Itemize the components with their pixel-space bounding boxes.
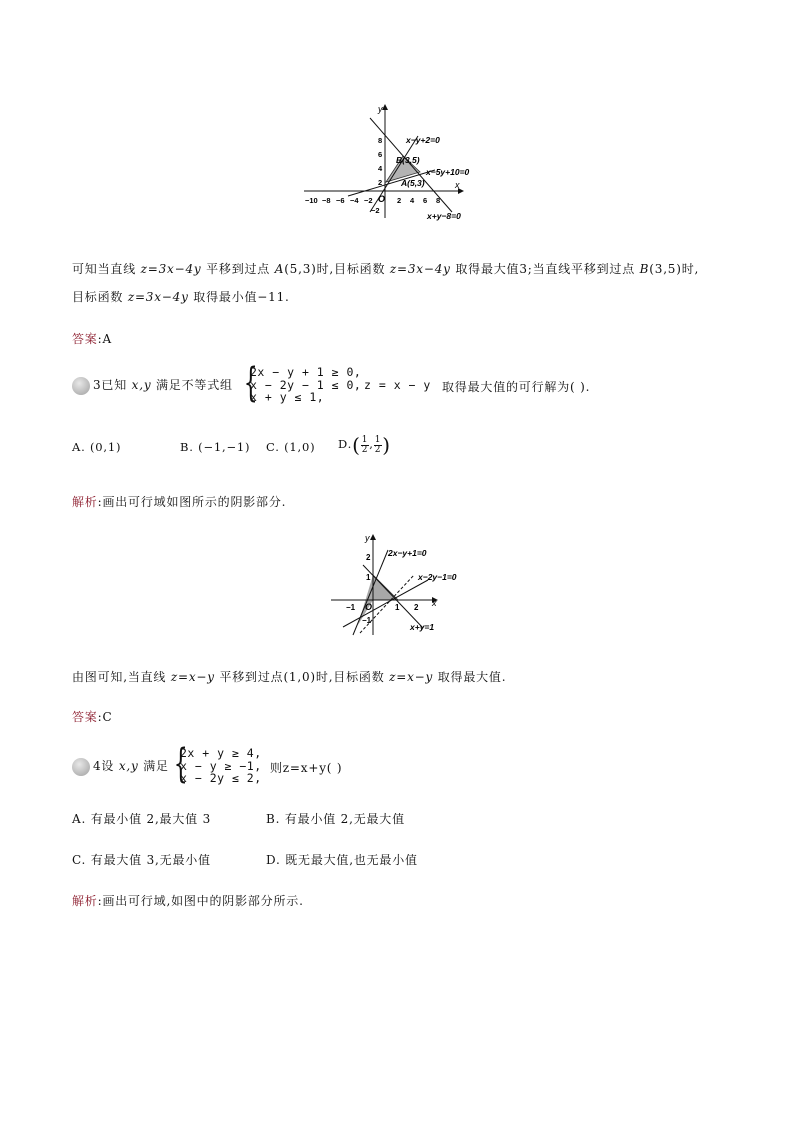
q3-objective: z = x − y xyxy=(364,378,431,392)
option-c[interactable]: C. (1,0) xyxy=(266,440,316,454)
explanation-line-2: 目标函数 z=3x−4y 取得最小值−11. xyxy=(72,290,290,304)
y-tick: 1 xyxy=(366,573,371,582)
line-label: x+y−8=0 xyxy=(427,211,461,221)
y-tick: 2 xyxy=(378,178,383,187)
option-4b[interactable]: B. 有最小值 2,无最大值 xyxy=(266,812,405,826)
figure-1-graph xyxy=(300,100,500,225)
y-tick: −2 xyxy=(371,206,380,215)
explanation-line-1: 可知当直线 z=3x−4y 平移到过点 A(5,3)时,目标函数 z=3x−4y 取得最大值3;当直线平移到过点 B(3,5)时, xyxy=(72,262,700,276)
point-label-a: A(5,3) xyxy=(401,178,425,188)
inequality-system-4: 2x + y ≥ 4, x − y ≥ −1, x − 2y ≤ 2, xyxy=(180,746,262,785)
options-3 xyxy=(72,440,121,454)
explanation-3: 由图可知,当直线 z=x−y 平移到过点(1,0)时,目标函数 z=x−y 取得最大值. xyxy=(72,670,507,684)
x-tick: 8 xyxy=(436,196,441,205)
analysis-4: 解析:画出可行域,如图中的阴影部分所示. xyxy=(72,894,304,908)
option-d[interactable]: D.( $\frac{1}{2}$ , $\frac{1}{2}$ ) xyxy=(338,433,391,457)
point-label-b: B(3,5) xyxy=(396,155,420,165)
line-label: x+y=1 xyxy=(410,622,435,632)
axis-label-x: x xyxy=(432,598,437,608)
question-4: 4设 x,y 满足 xyxy=(72,757,169,776)
inequality-system-3: 2x − y + 1 ≥ 0, x − 2y − 1 ≤ 0, x + y ≤ 1, xyxy=(250,365,362,404)
q3-tail: 取得最大值的可行解为( ). xyxy=(442,380,591,394)
question-bullet-icon xyxy=(72,377,90,395)
fraction: $\frac{1}{2}$ xyxy=(361,434,369,455)
x-tick: 1 xyxy=(395,603,400,612)
axis-label-x: x xyxy=(455,180,460,190)
option-4a[interactable]: A. 有最小值 2,最大值 3 xyxy=(72,812,212,826)
x-tick: −6 xyxy=(336,196,345,205)
question-bullet-icon xyxy=(72,758,90,776)
line-label: 2x−y+1=0 xyxy=(388,548,427,558)
x-tick: −4 xyxy=(350,196,359,205)
origin-label: O xyxy=(378,194,386,204)
option-4d[interactable]: D. 既无最大值,也无最小值 xyxy=(266,853,418,867)
analysis-3: 解析:画出可行域如图所示的阴影部分. xyxy=(72,495,287,509)
line-label: x−y+2=0 xyxy=(406,135,440,145)
q4-objective: 则z=x+y( ) xyxy=(270,761,343,775)
answer-1: 答案:A xyxy=(72,332,112,346)
x-tick: 2 xyxy=(414,603,419,612)
x-tick: 6 xyxy=(423,196,428,205)
brace-4: { xyxy=(173,741,188,787)
y-tick: 8 xyxy=(378,136,383,145)
option-a[interactable]: A. (0,1) xyxy=(72,440,122,454)
y-tick: −1 xyxy=(362,616,372,625)
x-tick: −2 xyxy=(364,196,373,205)
x-tick: −1 xyxy=(346,603,356,612)
option-b[interactable]: B. (−1,−1) xyxy=(180,440,251,454)
option-4c[interactable]: C. 有最大值 3,无最小值 xyxy=(72,853,211,867)
brace-3: { xyxy=(243,360,258,406)
axis-label-y: y xyxy=(365,533,370,543)
y-tick: 6 xyxy=(378,150,383,159)
origin-label: O xyxy=(365,602,373,612)
y-tick: 2 xyxy=(366,553,371,562)
x-tick: −10 xyxy=(305,196,318,205)
x-tick: 2 xyxy=(397,196,402,205)
axis-label-y: y xyxy=(378,104,383,114)
fraction: $\frac{1}{2}$ xyxy=(374,434,382,455)
figure-2-graph xyxy=(328,530,468,638)
line-label: x−2y−1=0 xyxy=(418,572,457,582)
line-label: x−5y+10=0 xyxy=(426,167,470,177)
y-tick: 4 xyxy=(378,164,383,173)
question-3: 3已知 x,y 满足不等式组 xyxy=(72,376,233,395)
x-tick: 4 xyxy=(410,196,415,205)
x-tick: −8 xyxy=(322,196,331,205)
answer-3: 答案:C xyxy=(72,710,113,724)
